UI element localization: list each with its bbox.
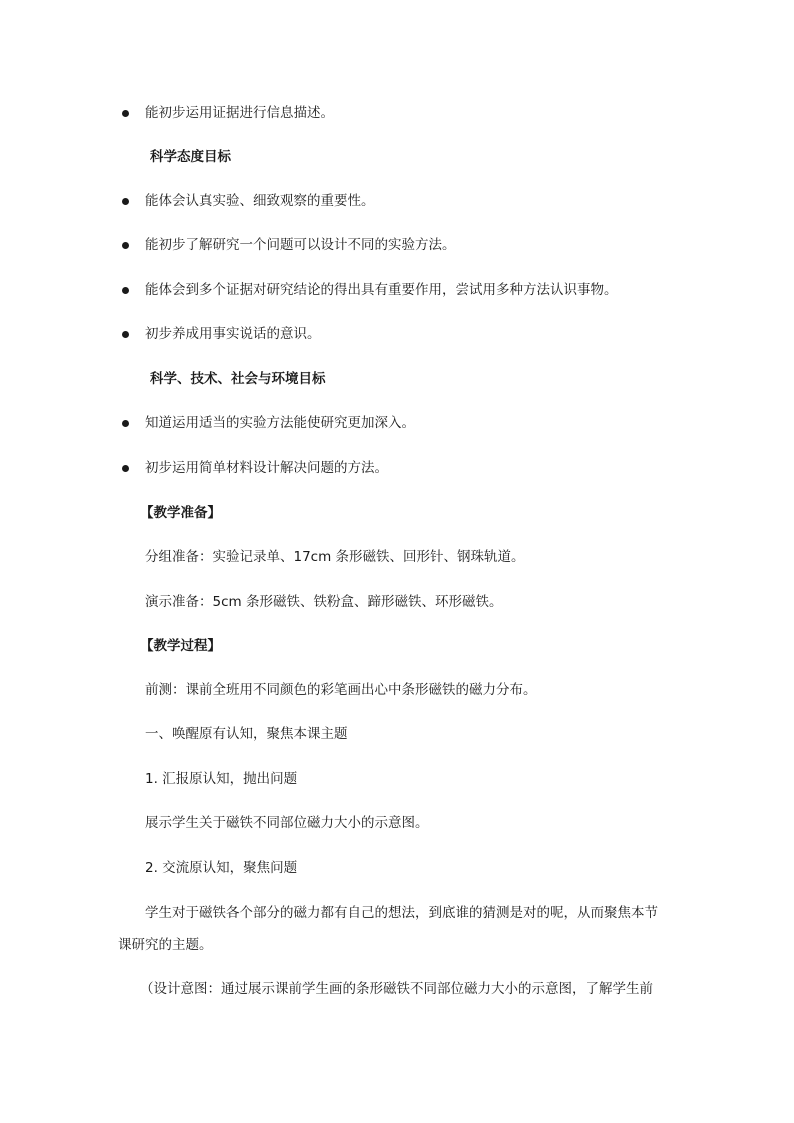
list-item: 能体会到多个证据对研究结论的得出具有重要作用，尝试用多种方法认识事物。 bbox=[145, 282, 618, 298]
step-1-title: 1. 汇报原认知，抛出问题 bbox=[145, 771, 298, 787]
bullet-dot bbox=[122, 198, 129, 205]
pretest-text: 前测：课前全班用不同颜色的彩笔画出心中条形磁铁的磁力分布。 bbox=[145, 682, 537, 698]
bullet-dot bbox=[122, 110, 129, 117]
list-item: 能体会认真实验、细致观察的重要性。 bbox=[145, 193, 375, 209]
section-1-title: 一、唤醒原有认知，聚焦本课主题 bbox=[145, 726, 348, 742]
step-2-text-line1: 学生对于磁铁各个部分的磁力都有自己的想法，到底谁的猜测是对的呢，从而聚焦本节 bbox=[145, 905, 658, 921]
bullet-dot bbox=[122, 242, 129, 249]
section-heading-preparation: 【教学准备】 bbox=[140, 505, 221, 521]
list-item: 能初步了解研究一个问题可以设计不同的实验方法。 bbox=[145, 237, 456, 253]
list-item: 初步运用简单材料设计解决问题的方法。 bbox=[145, 460, 388, 476]
section-heading-sts: 科学、技术、社会与环境目标 bbox=[150, 371, 326, 387]
bullet-dot bbox=[122, 465, 129, 472]
bullet-dot bbox=[122, 420, 129, 427]
step-2-text-line2: 课研究的主题。 bbox=[118, 937, 213, 953]
step-2-title: 2. 交流原认知，聚焦问题 bbox=[145, 860, 298, 876]
prep-group-text: 分组准备：实验记录单、17cm 条形磁铁、回形针、钢珠轨道。 bbox=[145, 549, 525, 565]
list-item: 能初步运用证据进行信息描述。 bbox=[145, 105, 334, 121]
prep-demo-text: 演示准备：5cm 条形磁铁、铁粉盒、蹄形磁铁、环形磁铁。 bbox=[145, 594, 503, 610]
section-heading-attitude: 科学态度目标 bbox=[150, 149, 231, 165]
list-item: 初步养成用事实说话的意识。 bbox=[145, 326, 321, 342]
step-1-text: 展示学生关于磁铁不同部位磁力大小的示意图。 bbox=[145, 815, 429, 831]
design-intent-text: （设计意图：通过展示课前学生画的条形磁铁不同部位磁力大小的示意图，了解学生前 bbox=[140, 981, 653, 997]
bullet-dot bbox=[122, 287, 129, 294]
section-heading-process: 【教学过程】 bbox=[140, 638, 221, 654]
bullet-dot bbox=[122, 331, 129, 338]
list-item: 知道运用适当的实验方法能使研究更加深入。 bbox=[145, 415, 415, 431]
